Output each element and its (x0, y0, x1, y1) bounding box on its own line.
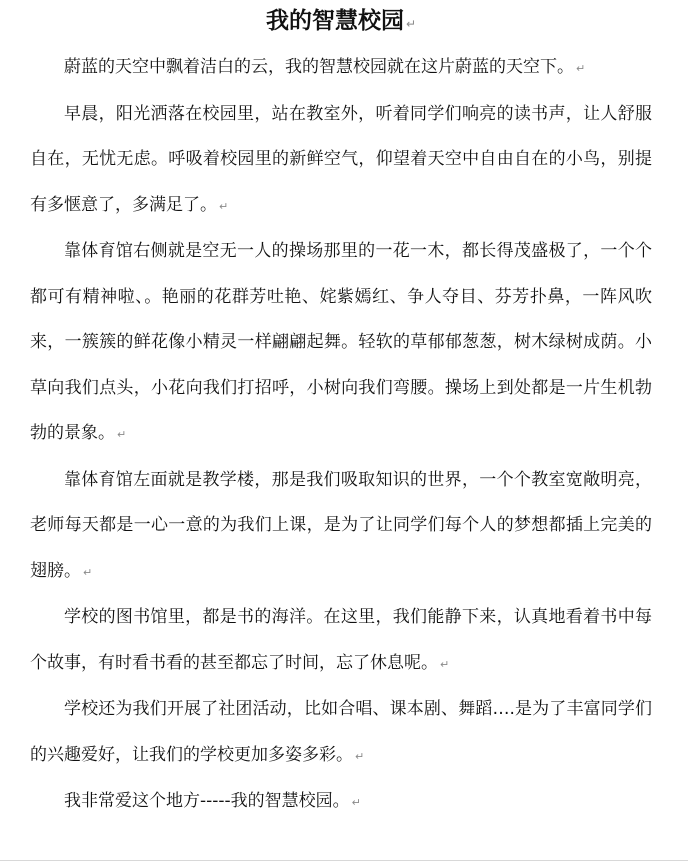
paragraph-6 (30, 687, 652, 779)
paragraph-mark-icon: ↵ (219, 199, 229, 213)
paragraph-mark-icon: ↵ (440, 657, 450, 671)
paragraph-7 (30, 779, 652, 826)
paragraph-mark-icon: ↵ (351, 796, 361, 809)
paragraph-4 (30, 458, 652, 596)
paragraph-mark-icon: ↵ (355, 749, 365, 763)
paragraph-text: 我非常爱这个地方-----我的智慧校园。 (64, 791, 350, 811)
paragraph-text: 早晨，阳光洒落在校园里，站在教室外，听着同学们响亮的读书声，让人舒服自在，无忧无虑。呼吸着校园里的新鲜空气，仰望着天空中自由自在的小鸟，别提有多惬意了，多满足了。 (30, 103, 652, 215)
paragraph-mark-icon: ↵ (117, 428, 127, 441)
paragraph-text: 学校的图书馆里，都是书的海洋。在这里，我们能静下来，认真地看着书中每个故事，有时看书看的甚至都忘了时间，忘了休息呢。 (30, 607, 652, 673)
paragraph-mark-icon: ↵ (576, 62, 586, 75)
paragraph-3 (30, 229, 652, 458)
paragraph-text: 靠体育馆左面就是教学楼，那是我们吸取知识的世界，一个个教室宽敞明亮，老师每天都是一心一意的为我们上课，是为了让同学们每个人的梦想都插上完美的翅膀。 (30, 469, 652, 581)
paragraph-mark-icon: ↵ (405, 17, 417, 31)
page-bottom-divider (0, 860, 688, 861)
document-title-text: 我的智慧校园 (265, 8, 404, 34)
paragraph-5 (30, 595, 652, 687)
paragraph-mark-icon: ↵ (83, 565, 93, 579)
document-title (30, 6, 652, 39)
paragraph-text: 蔚蓝的天空中飘着洁白的云，我的智慧校园就在这片蔚蓝的天空下。 (64, 57, 574, 77)
paragraph-2 (30, 92, 652, 230)
paragraph-1 (30, 45, 652, 92)
paragraph-text: 靠体育馆右侧就是空无一人的操场那里的一花一木，都长得茂盛极了，一个个都可有精神啦、。艳丽的花群芳吐艳、姹紫嫣红、争人夺目、芬芳扑鼻，一阵风吹来，一簇簇的鲜花像小精灵一样翩翩起舞。轻软的草郁郁葱葱，树木绿树成荫。小草向我们点头，小花向我们打招呼，小树向我们弯腰。操场上到处都是一片生机勃勃的景象。 (30, 241, 652, 443)
paragraph-text: 学校还为我们开展了社团活动，比如合唱、课本剧、舞蹈….是为了丰富同学们的兴趣爱好，让我们的学校更加多姿多彩。 (30, 699, 652, 765)
